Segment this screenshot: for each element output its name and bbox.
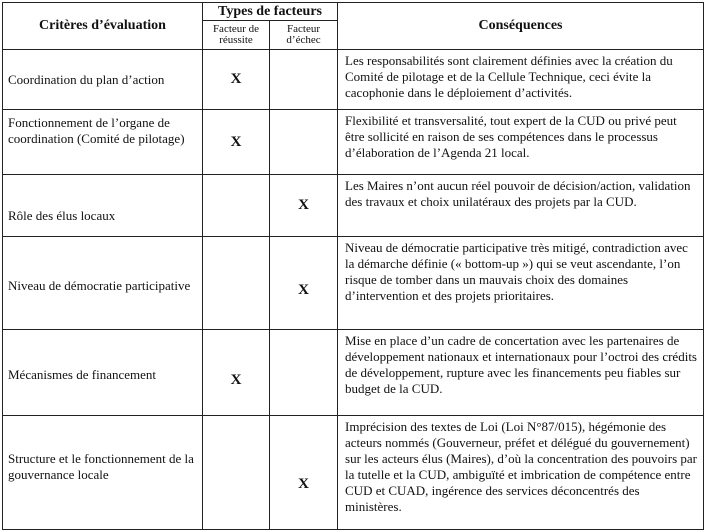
criterion-text: Rôle des élus locaux (8, 208, 116, 223)
failure-mark: X (298, 281, 309, 298)
consequence-cell: Les Maires n’ont aucun réel pouvoir de décision/action, validation des travaux et choix unilatéraux des projets par la CUD. (338, 175, 704, 237)
table-row (3, 50, 704, 110)
failure-cell (270, 50, 338, 110)
failure-mark: X (298, 197, 309, 213)
criterion-cell (3, 416, 203, 530)
header-success-factor: Facteur de réussite (203, 21, 270, 50)
criterion-cell (3, 175, 203, 237)
table-row (3, 416, 704, 530)
criterion-text: Coordination du plan d’action (8, 71, 165, 87)
criterion-text: Niveau de démocratie participative (8, 277, 191, 293)
criterion-text: Mécanismes de financement (8, 367, 156, 382)
success-cell (203, 50, 270, 110)
success-cell (203, 330, 270, 416)
header-consequences: Conséquences (338, 3, 704, 50)
header-factor-types: Types de facteurs (203, 3, 338, 21)
consequence-cell: Imprécision des textes de Loi (Loi N°87/015), hégémonie des acteurs nommés (Gouverneur, préfet et délégué du gouvernement) sur les acteurs élus (Maires), d’où la concentration des pouvoirs par la tutelle et la CUD, ambiguïté et imbrication de compétence entre CUD et CUAD, ingérence des services déconcentrés des ministères. (338, 416, 704, 530)
consequence-cell: Les responsabilités sont clairement définies avec la création du Comité de pilotage et de la Cellule Technique, ceci évite la cacophonie dans le déploiement d’activités. (338, 50, 704, 110)
failure-cell (270, 416, 338, 530)
consequence-cell: Niveau de démocratie participative très mitigé, contradiction avec la démarche définie (« bottom-up ») qui se veut ascendante, l’on risque de tomber dans un mauvais choix des domaines d’intervention et des projets prioritaires. (338, 237, 704, 330)
success-cell (203, 416, 270, 530)
table-row (3, 110, 704, 175)
success-mark: X (230, 71, 242, 87)
criterion-text: Structure et le fonctionnement de la gouvernance locale (8, 451, 194, 482)
consequence-cell: Mise en place d’un cadre de concertation avec les partenaires de développement nationaux et internationaux pour l’octroi des crédits de développement, rupture avec les financements peu fiables sur budget de la CUD. (338, 330, 704, 416)
header-failure-factor: Facteur d’échec (270, 21, 338, 50)
success-cell (203, 237, 270, 330)
failure-cell (270, 175, 338, 237)
failure-cell (270, 110, 338, 175)
failure-cell (270, 330, 338, 416)
success-cell (203, 175, 270, 237)
consequence-cell: Flexibilité et transversalité, tout expert de la CUD ou privé peut être sollicité en raison de ses compétences dans le processus d’élaboration de l’Agenda 21 local. (338, 110, 704, 175)
criterion-cell (3, 50, 203, 110)
criterion-cell (3, 237, 203, 330)
success-cell (203, 110, 270, 175)
criterion-cell: Fonctionnement de l’organe de coordination (Comité de pilotage) (3, 110, 203, 175)
table-row (3, 237, 704, 330)
failure-mark: X (298, 476, 309, 492)
evaluation-table (2, 2, 704, 530)
header-row (3, 3, 704, 21)
header-criteria: Critères d’évaluation (3, 3, 203, 50)
success-mark: X (230, 372, 242, 388)
criterion-cell (3, 330, 203, 416)
success-mark: X (230, 133, 242, 150)
table-row (3, 330, 704, 416)
table-row (3, 175, 704, 237)
failure-cell (270, 237, 338, 330)
